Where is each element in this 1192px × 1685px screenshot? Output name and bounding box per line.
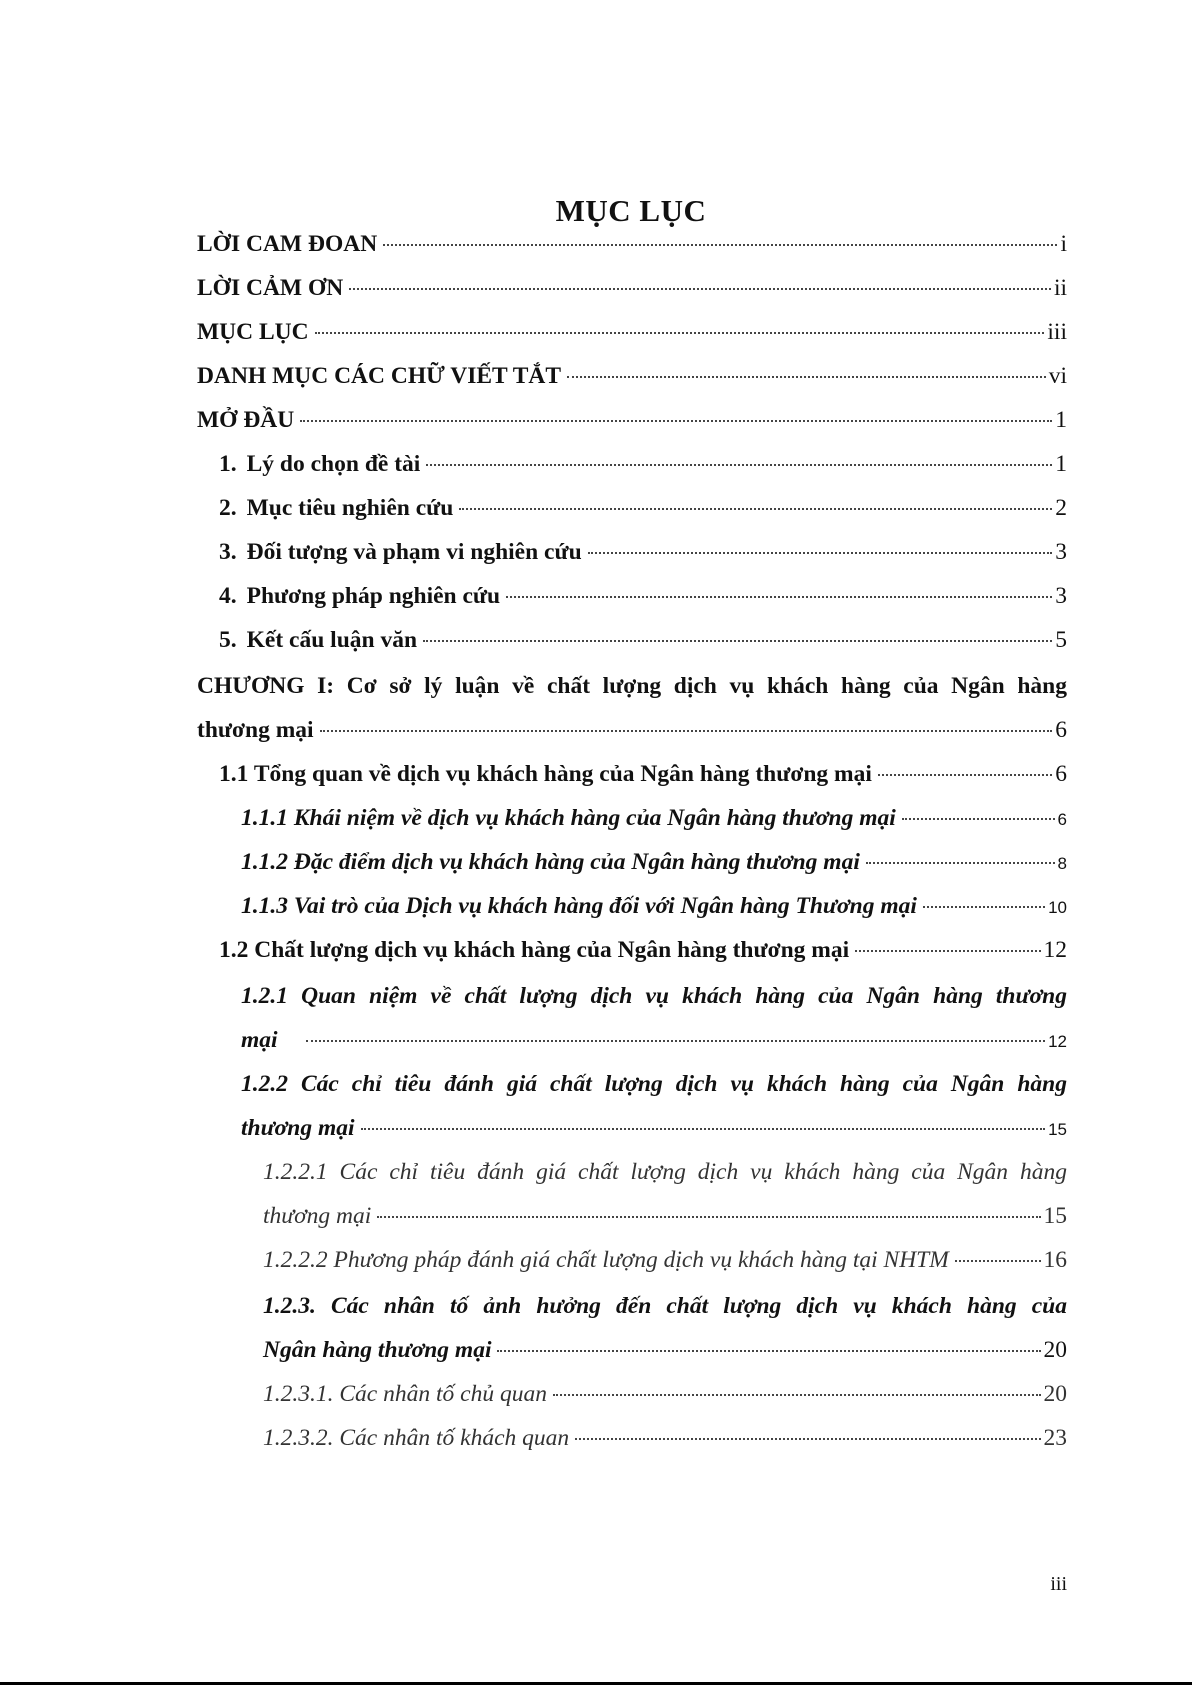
page-number-footer: iii xyxy=(1050,1573,1067,1595)
toc-entry-label: LỜI CAM ĐOAN xyxy=(197,231,378,257)
toc-entry-label: Ngân hàng thương mại xyxy=(263,1337,492,1363)
toc-entry[interactable] xyxy=(263,1194,1067,1238)
dot-leader xyxy=(588,552,1053,554)
toc-entry-line1[interactable]: 1.2.2.1 Các chỉ tiêu đánh giá chất lượng dịch vụ khách hàng của Ngân hàng xyxy=(263,1159,1067,1185)
toc-entry-page: vi xyxy=(1048,363,1067,389)
dot-leader xyxy=(349,288,1051,290)
toc-entry[interactable] xyxy=(219,618,1067,662)
dot-leader xyxy=(923,906,1045,908)
toc-entry-page: 1 xyxy=(1055,451,1067,477)
toc-entry-line1[interactable]: 1.2.3. Các nhân tố ảnh hưởng đến chất lượng dịch vụ khách hàng của xyxy=(263,1293,1067,1319)
toc-entry-page: 10 xyxy=(1048,898,1067,917)
toc-entry-label: 1.1 Tổng quan về dịch vụ khách hàng của Ngân hàng thương mại xyxy=(219,761,872,787)
dot-leader xyxy=(878,774,1052,776)
dot-leader xyxy=(955,1260,1041,1262)
toc-entry[interactable] xyxy=(263,1416,1067,1460)
toc-entry[interactable] xyxy=(197,222,1067,266)
toc-entry-page: 16 xyxy=(1043,1247,1067,1273)
dot-leader xyxy=(320,730,1053,732)
toc-entry-label: thương mại xyxy=(197,717,314,743)
toc-entry-page: 12 xyxy=(1043,937,1067,963)
toc-entry-label: 1.2.2.2 Phương pháp đánh giá chất lượng dịch vụ khách hàng tại NHTM xyxy=(263,1247,949,1273)
toc-entry-page: 20 xyxy=(1043,1337,1067,1363)
toc-entry-page: 3 xyxy=(1055,583,1067,609)
toc-entry[interactable] xyxy=(219,530,1067,574)
toc-entry[interactable] xyxy=(219,752,1067,796)
toc-entry-label: mại xyxy=(241,1027,278,1053)
toc-entry-label: Mục tiêu nghiên cứu xyxy=(246,495,454,521)
toc-entry[interactable] xyxy=(219,442,1067,486)
dot-leader xyxy=(423,640,1052,642)
toc-entry[interactable] xyxy=(241,1106,1067,1152)
toc-entry[interactable] xyxy=(263,1328,1067,1372)
dot-leader xyxy=(497,1350,1040,1352)
toc-entry[interactable] xyxy=(219,486,1067,530)
toc-entry[interactable] xyxy=(197,398,1067,442)
toc-entry-page: 8 xyxy=(1057,854,1067,873)
toc-entry[interactable] xyxy=(197,266,1067,310)
toc-entry-label: 1.2 Chất lượng dịch vụ khách hàng của Ngân hàng thương mại xyxy=(219,937,850,963)
toc-entry-label: thương mại xyxy=(241,1115,355,1141)
dot-leader xyxy=(459,508,1052,510)
toc-entry-page: 1 xyxy=(1055,407,1067,433)
dot-leader xyxy=(361,1128,1046,1130)
toc-entry-label: DANH MỤC CÁC CHỮ VIẾT TẮT xyxy=(197,363,562,389)
toc-entry[interactable] xyxy=(241,1018,1067,1064)
toc-entry-number: 2. xyxy=(219,495,237,521)
toc-entry-page: 15 xyxy=(1048,1120,1067,1139)
toc-entry[interactable] xyxy=(219,574,1067,618)
toc-entry-page: 12 xyxy=(1048,1032,1067,1051)
toc-entry-label: Phương pháp nghiên cứu xyxy=(246,583,501,609)
toc-entry[interactable] xyxy=(197,310,1067,354)
toc-entry[interactable] xyxy=(219,928,1067,972)
toc-entry-page: 5 xyxy=(1055,627,1067,653)
toc-entry-page: 2 xyxy=(1055,495,1067,521)
toc-entry-label: 1.1.1 Khái niệm về dịch vụ khách hàng của Ngân hàng thương mại xyxy=(241,805,896,831)
toc-entry-page: 20 xyxy=(1043,1381,1067,1407)
dot-leader xyxy=(306,1040,1046,1042)
dot-leader xyxy=(866,862,1055,864)
toc-entry-page: 6 xyxy=(1057,810,1067,829)
dot-leader xyxy=(902,818,1055,820)
toc-entry-page: 23 xyxy=(1043,1425,1067,1451)
toc-entry[interactable] xyxy=(241,884,1067,930)
toc-entry-label: 1.2.3.2. Các nhân tố khách quan xyxy=(263,1425,570,1451)
toc-entry-page: 15 xyxy=(1043,1203,1067,1229)
toc-entry[interactable] xyxy=(263,1238,1067,1282)
toc-entry-page: iii xyxy=(1047,319,1067,345)
toc-entry-label: 1.2.3.1. Các nhân tố chủ quan xyxy=(263,1381,547,1407)
dot-leader xyxy=(300,420,1052,422)
toc-entry-label: Lý do chọn đề tài xyxy=(246,451,421,477)
toc-entry-page: 6 xyxy=(1055,717,1067,743)
dot-leader xyxy=(315,332,1045,334)
dot-leader xyxy=(377,1216,1040,1218)
toc-entry[interactable] xyxy=(197,708,1067,752)
toc-entry-label: LỜI CẢM ƠN xyxy=(197,275,344,301)
dot-leader xyxy=(553,1394,1041,1396)
toc-entry[interactable] xyxy=(241,840,1067,886)
toc-entry-label: MỤC LỤC xyxy=(197,319,309,345)
dot-leader xyxy=(567,376,1046,378)
dot-leader xyxy=(506,596,1052,598)
toc-entry[interactable] xyxy=(263,1372,1067,1416)
dot-leader xyxy=(383,244,1057,246)
toc-entry-label: Kết cấu luận văn xyxy=(246,627,418,653)
toc-entry-line1[interactable]: 1.2.2 Các chỉ tiêu đánh giá chất lượng dịch vụ khách hàng của Ngân hàng xyxy=(241,1071,1067,1097)
toc-entry-line1[interactable]: CHƯƠNG I: Cơ sở lý luận về chất lượng dịch vụ khách hàng của Ngân hàng xyxy=(197,673,1067,699)
dot-leader xyxy=(426,464,1052,466)
toc-entry-line1[interactable]: 1.2.1 Quan niệm về chất lượng dịch vụ khách hàng của Ngân hàng thương xyxy=(241,983,1067,1009)
toc-entry[interactable] xyxy=(241,796,1067,842)
dot-leader xyxy=(575,1438,1040,1440)
toc-entry-number: 4. xyxy=(219,583,237,609)
toc-entry-number: 3. xyxy=(219,539,237,565)
toc-entry[interactable] xyxy=(197,354,1067,398)
toc-entry-page: 3 xyxy=(1055,539,1067,565)
toc-entry-page: ii xyxy=(1053,275,1067,301)
toc-entry-label: thương mại xyxy=(263,1203,372,1229)
toc-entry-page: i xyxy=(1060,231,1067,257)
toc-entry-label: 1.1.3 Vai trò của Dịch vụ khách hàng đối với Ngân hàng Thương mại xyxy=(241,893,917,919)
toc-title: MỤC LỤC xyxy=(555,193,707,228)
toc-entry-label: Đối tượng và phạm vi nghiên cứu xyxy=(246,539,582,565)
toc-entry-number: 5. xyxy=(219,627,237,653)
toc-entry-label: 1.1.2 Đặc điểm dịch vụ khách hàng của Ngân hàng thương mại xyxy=(241,849,860,875)
toc-entry-label: MỞ ĐẦU xyxy=(197,407,295,433)
toc-entry-page: 6 xyxy=(1055,761,1067,787)
toc-entry-number: 1. xyxy=(219,451,237,477)
dot-leader xyxy=(855,950,1040,952)
